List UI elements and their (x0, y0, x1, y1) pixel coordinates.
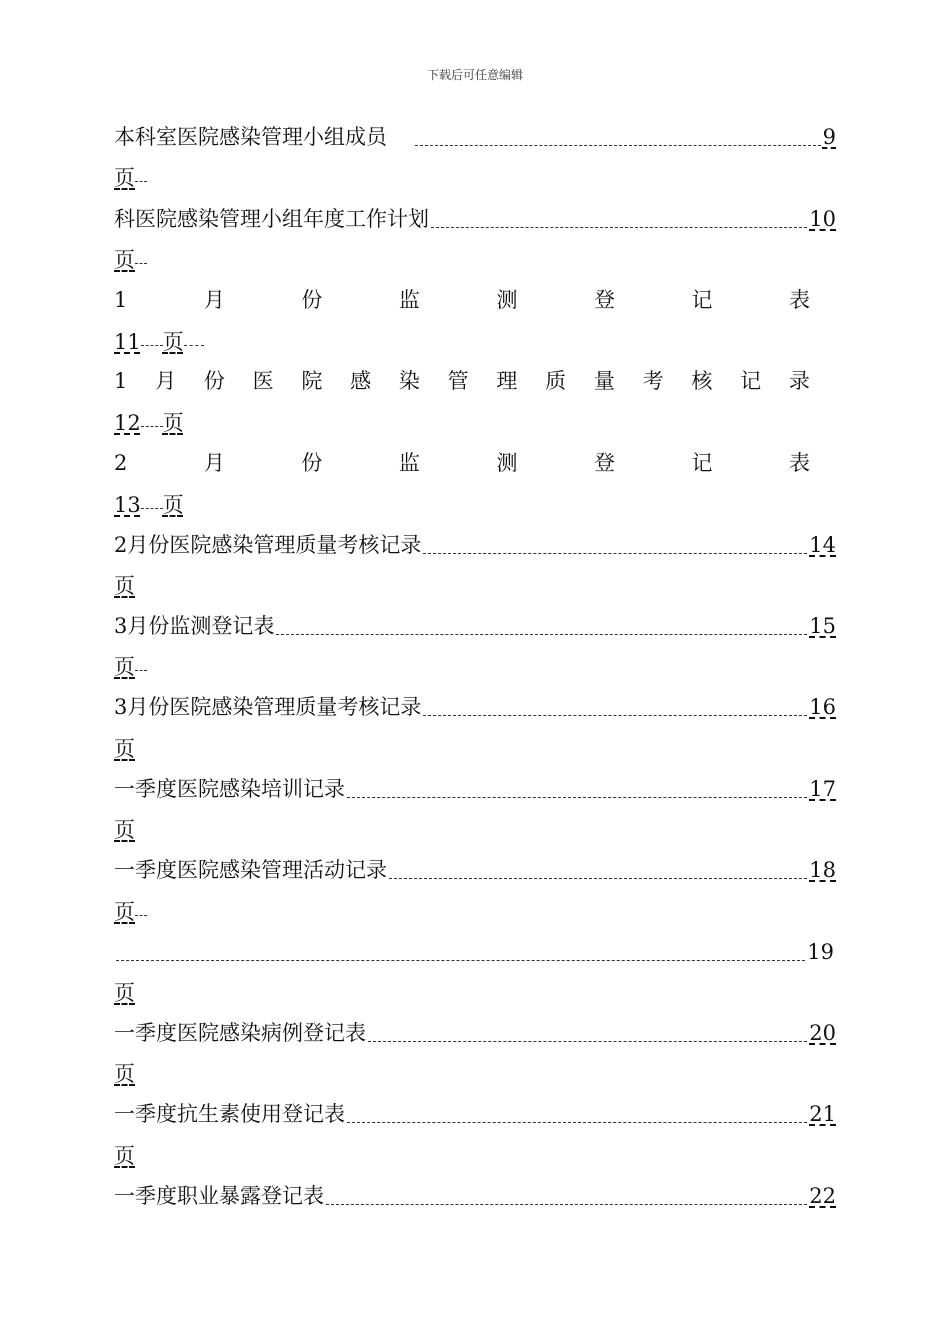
toc-page-number: 10 (809, 207, 836, 231)
toc-entry-continuation: 页 (114, 163, 147, 193)
toc-entry-continuation: 页 (114, 981, 135, 1005)
dot-leader (347, 1121, 807, 1123)
toc-page-number: 9 (822, 125, 836, 149)
toc-page-number: 22 (809, 1184, 836, 1208)
toc-entry[interactable] (114, 530, 836, 560)
toc-entry[interactable] (114, 204, 836, 234)
toc-page-number: 21 (809, 1102, 836, 1126)
toc-entry[interactable] (114, 692, 836, 722)
toc-entry[interactable]: 1 月 份 医 院 感 染 管 理 质 量 考 核 记 录 (114, 369, 810, 393)
page-header: 下载后可任意编辑 (426, 68, 523, 82)
toc-entry[interactable] (114, 1181, 836, 1211)
toc-page-number: 17 (809, 777, 836, 801)
toc-page-number: 20 (809, 1021, 836, 1045)
toc-entry-title: 本科室医院感染管理小组成员 (114, 125, 387, 149)
toc-entry[interactable] (114, 611, 836, 641)
dot-leader (326, 1203, 807, 1205)
toc-entry-title: 一季度职业暴露登记表 (114, 1184, 324, 1208)
dot-leader (431, 226, 807, 228)
dot-leader (347, 796, 807, 798)
toc-entry-title: 一季度抗生素使用登记表 (114, 1102, 345, 1126)
toc-entry-title: 一季度医院感染病例登记表 (114, 1021, 366, 1045)
toc-entry[interactable] (114, 1099, 836, 1129)
toc-entry-continuation: 页 (114, 1144, 135, 1168)
toc-entry-title: 科医院感染管理小组年度工作计划 (114, 207, 429, 231)
toc-entry[interactable]: 1 月 份 监 测 登 记 表 (114, 288, 810, 312)
dot-leader (276, 633, 807, 635)
toc-entry-continuation: 11 页 (114, 327, 204, 357)
toc-entry[interactable] (114, 774, 836, 804)
dot-leader (423, 552, 807, 554)
toc-entry[interactable] (114, 122, 836, 152)
toc-entry[interactable]: 2 月 份 监 测 登 记 表 (114, 451, 810, 475)
toc-entry-continuation: 页 (114, 737, 135, 761)
toc-entry[interactable] (114, 855, 836, 885)
toc-entry-continuation: 页 (114, 652, 147, 682)
toc-entry-title: 3月份医院感染管理质量考核记录 (114, 695, 422, 719)
toc-entry[interactable] (114, 937, 834, 967)
toc-entry-title: 一季度医院感染培训记录 (114, 777, 345, 801)
toc-entry-title: 2月份医院感染管理质量考核记录 (114, 533, 422, 557)
toc-entry-continuation: 页 (114, 574, 135, 598)
toc-page-number: 15 (809, 614, 836, 638)
toc-entry-title: 一季度医院感染管理活动记录 (114, 858, 387, 882)
toc-entry[interactable] (114, 1018, 836, 1048)
toc-entry-continuation: 13 页 (114, 493, 184, 517)
dot-leader (423, 714, 807, 716)
toc-entry-continuation: 页 (114, 245, 147, 275)
dot-leader (389, 877, 807, 879)
toc-page-number: 14 (809, 533, 836, 557)
toc-entry-continuation: 页 (114, 897, 147, 927)
toc-entry-title: 3月份监测登记表 (114, 614, 275, 638)
dot-leader (116, 959, 805, 961)
dot-leader (415, 144, 821, 146)
toc-page-number: 18 (809, 858, 836, 882)
toc-page-number: 19 (807, 940, 834, 964)
toc-page-number: 16 (809, 695, 836, 719)
toc-entry-continuation: 页 (114, 1062, 135, 1086)
toc-entry-continuation: 页 (114, 818, 135, 842)
toc-entry-continuation: 12 页 (114, 411, 184, 435)
dot-leader (368, 1040, 807, 1042)
